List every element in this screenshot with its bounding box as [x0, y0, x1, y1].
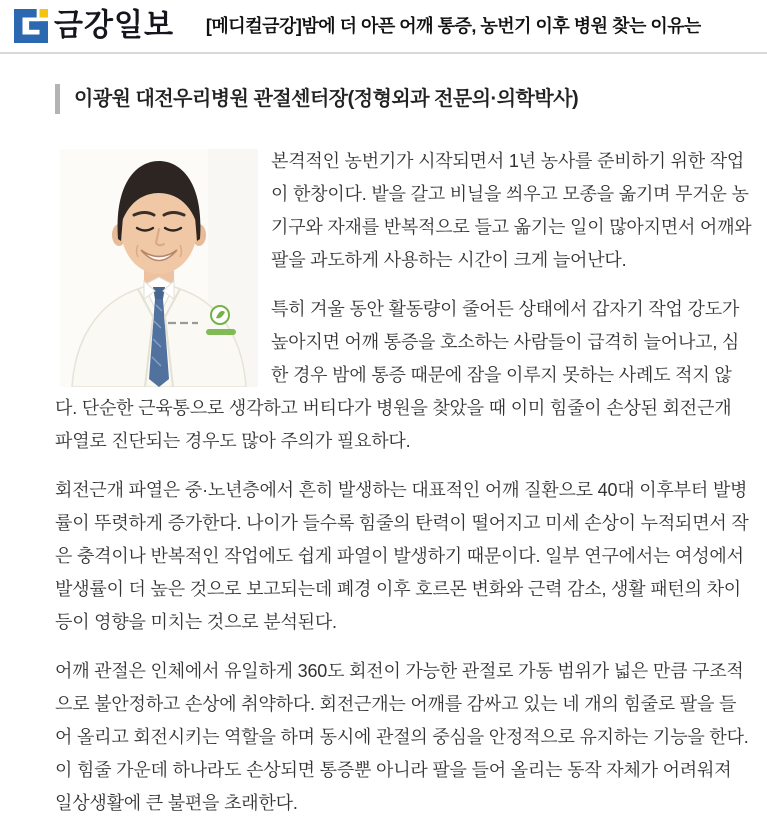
doctor-portrait-photo [60, 149, 258, 387]
paragraph-1: 본격적인 농번기가 시작되면서 1년 농사를 준비하기 위한 작업이 한창이다. 밭을 갈고 비닐을 씌우고 모종을 옮기며 무거운 농기구와 자재를 반복적으로 들고 옮기는 일이 많아지면서 어깨와 팔을 과도하게 사용하는 시간이 크게 늘어난다. [271, 151, 752, 270]
site-header [0, 0, 767, 54]
paragraph-3: 회전근개 파열은 중·노년층에서 흔히 발생하는 대표적인 어깨 질환으로 40대 이후부터 발병률이 뚜렷하게 증가한다. 나이가 들수록 힘줄의 탄력이 떨어지고 미세 손상이 누적되면서 작은 충격이나 반복적인 작업에도 쉽게 파열이 발생하기 때문이다. 일부 연구에서는 여성에서 발생률이 더 높은 것으로 보고되는데 폐경 이후 호르몬 변화와 근력 감소, 생활 패턴의 차이 등이 영향을 미치는 것으로 분석된다. [55, 480, 749, 632]
article-body [0, 84, 767, 820]
article-content [55, 145, 752, 820]
g-logo-icon [14, 9, 48, 43]
article-headline[interactable]: [메디컬금강]밤에 더 아픈 어깨 통증, 농번기 이후 병원 찾는 이유는 [205, 16, 702, 37]
article-subtitle [55, 84, 752, 114]
paragraph-4: 어깨 관절은 인체에서 유일하게 360도 회전이 가능한 관절로 가동 범위가 넓은 만큼 구조적으로 불안정하고 손상에 취약하다. 회전근개는 어깨를 감싸고 있는 네 개의 힘줄로 팔을 들어 올리고 회전시키는 역할을 하며 동시에 관절의 중심을 안정적으로 유지하는 기능을 한다. 이 힘줄 가운데 하나라도 손상되면 통증뿐 아니라 팔을 들어 올리는 동작 자체가 어려워져 일상생활에 큰 불편을 초래한다. [55, 661, 749, 813]
newspaper-logo[interactable] [14, 9, 174, 43]
subtitle-text: 이광원 대전우리병원 관절센터장(정형외과 전문의·의학박사) [74, 88, 579, 110]
paragraph-2: 특히 겨울 동안 활동량이 줄어든 상태에서 갑자기 작업 강도가 높아지면 어깨 통증을 호소하는 사람들이 급격히 늘어나고, 심한 경우 밤에 통증 때문에 잠을 이루지 못하는 사례도 적지 않다. 단순한 근육통으로 생각하고 버티다가 병원을 찾았을 때 이미 힘줄이 손상된 회전근개 파열로 진단되는 경우도 많아 주의가 필요하다. [55, 299, 740, 451]
newspaper-name: 금강일보 [54, 8, 174, 43]
